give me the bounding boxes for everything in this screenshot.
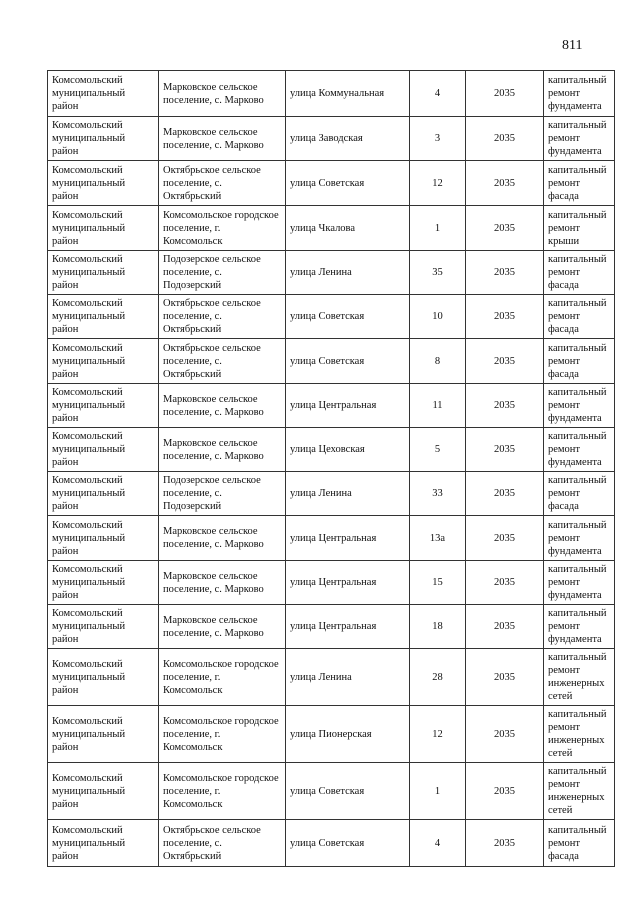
- year-cell: 2035: [466, 339, 544, 384]
- settlement-cell: Марковское сельское поселение, с. Марково: [159, 117, 286, 161]
- house-number-cell: 4: [410, 71, 466, 117]
- table-row: [48, 339, 615, 384]
- year-cell: 2035: [466, 117, 544, 161]
- district-cell: Комсомольский муниципальный район: [48, 161, 159, 206]
- house-number-cell: 12: [410, 161, 466, 206]
- year-cell: 2035: [466, 706, 544, 763]
- district-cell: Комсомольский муниципальный район: [48, 472, 159, 516]
- settlement-cell: Комсомольское городское поселение, г. Комсомольск: [159, 206, 286, 251]
- year-cell: 2035: [466, 820, 544, 867]
- table-row: [48, 820, 615, 867]
- table-row: [48, 251, 615, 295]
- work-type-cell: капитальный ремонт инженерных сетей: [544, 706, 615, 763]
- table-row: [48, 763, 615, 820]
- district-cell: Комсомольский муниципальный район: [48, 706, 159, 763]
- work-type-cell: капитальный ремонт фасада: [544, 161, 615, 206]
- year-cell: 2035: [466, 161, 544, 206]
- district-cell: Комсомольский муниципальный район: [48, 206, 159, 251]
- house-number-cell: 15: [410, 561, 466, 605]
- page-number: 811: [562, 38, 583, 53]
- house-number-cell: 12: [410, 706, 466, 763]
- district-cell: Комсомольский муниципальный район: [48, 605, 159, 649]
- table-row: [48, 295, 615, 339]
- table-row: [48, 561, 615, 605]
- table-row: [48, 428, 615, 472]
- year-cell: 2035: [466, 428, 544, 472]
- street-cell: улица Советская: [286, 339, 410, 384]
- district-cell: Комсомольский муниципальный район: [48, 295, 159, 339]
- street-cell: улица Пионерская: [286, 706, 410, 763]
- settlement-cell: Марковское сельское поселение, с. Марково: [159, 561, 286, 605]
- house-number-cell: 35: [410, 251, 466, 295]
- work-type-cell: капитальный ремонт фундамента: [544, 516, 615, 561]
- settlement-cell: Комсомольское городское поселение, г. Комсомольск: [159, 649, 286, 706]
- district-cell: Комсомольский муниципальный район: [48, 428, 159, 472]
- year-cell: 2035: [466, 71, 544, 117]
- settlement-cell: Октябрьское сельское поселение, с. Октябрьский: [159, 161, 286, 206]
- table-row: [48, 117, 615, 161]
- settlement-cell: Октябрьское сельское поселение, с. Октябрьский: [159, 339, 286, 384]
- district-cell: Комсомольский муниципальный район: [48, 561, 159, 605]
- housing-repair-table: [47, 70, 615, 867]
- street-cell: улица Заводская: [286, 117, 410, 161]
- house-number-cell: 5: [410, 428, 466, 472]
- district-cell: Комсомольский муниципальный район: [48, 71, 159, 117]
- settlement-cell: Марковское сельское поселение, с. Марково: [159, 384, 286, 428]
- settlement-cell: Комсомольское городское поселение, г. Комсомольск: [159, 706, 286, 763]
- table-row: [48, 384, 615, 428]
- settlement-cell: Марковское сельское поселение, с. Марково: [159, 605, 286, 649]
- year-cell: 2035: [466, 472, 544, 516]
- table-row: [48, 706, 615, 763]
- district-cell: Комсомольский муниципальный район: [48, 339, 159, 384]
- street-cell: улица Ленина: [286, 251, 410, 295]
- house-number-cell: 4: [410, 820, 466, 867]
- house-number-cell: 28: [410, 649, 466, 706]
- year-cell: 2035: [466, 561, 544, 605]
- settlement-cell: Комсомольское городское поселение, г. Комсомольск: [159, 763, 286, 820]
- district-cell: Комсомольский муниципальный район: [48, 251, 159, 295]
- year-cell: 2035: [466, 384, 544, 428]
- work-type-cell: капитальный ремонт фундамента: [544, 428, 615, 472]
- table-body: [48, 71, 615, 867]
- work-type-cell: капитальный ремонт фасада: [544, 251, 615, 295]
- street-cell: улица Ленина: [286, 649, 410, 706]
- house-number-cell: 1: [410, 206, 466, 251]
- district-cell: Комсомольский муниципальный район: [48, 516, 159, 561]
- settlement-cell: Марковское сельское поселение, с. Марково: [159, 71, 286, 117]
- settlement-cell: Марковское сельское поселение, с. Марково: [159, 428, 286, 472]
- work-type-cell: капитальный ремонт фундамента: [544, 605, 615, 649]
- work-type-cell: капитальный ремонт фундамента: [544, 117, 615, 161]
- house-number-cell: 3: [410, 117, 466, 161]
- work-type-cell: капитальный ремонт фундамента: [544, 384, 615, 428]
- street-cell: улица Советская: [286, 161, 410, 206]
- street-cell: улица Центральная: [286, 605, 410, 649]
- work-type-cell: капитальный ремонт фундамента: [544, 561, 615, 605]
- street-cell: улица Ленина: [286, 472, 410, 516]
- work-type-cell: капитальный ремонт фасада: [544, 472, 615, 516]
- district-cell: Комсомольский муниципальный район: [48, 649, 159, 706]
- street-cell: улица Цеховская: [286, 428, 410, 472]
- work-type-cell: капитальный ремонт инженерных сетей: [544, 649, 615, 706]
- street-cell: улица Коммунальная: [286, 71, 410, 117]
- table-row: [48, 206, 615, 251]
- year-cell: 2035: [466, 251, 544, 295]
- settlement-cell: Октябрьское сельское поселение, с. Октябрьский: [159, 295, 286, 339]
- work-type-cell: капитальный ремонт фасада: [544, 820, 615, 867]
- table-row: [48, 71, 615, 117]
- settlement-cell: Марковское сельское поселение, с. Марково: [159, 516, 286, 561]
- house-number-cell: 8: [410, 339, 466, 384]
- work-type-cell: капитальный ремонт фасада: [544, 339, 615, 384]
- street-cell: улица Чкалова: [286, 206, 410, 251]
- work-type-cell: капитальный ремонт инженерных сетей: [544, 763, 615, 820]
- work-type-cell: капитальный ремонт фасада: [544, 295, 615, 339]
- house-number-cell: 10: [410, 295, 466, 339]
- year-cell: 2035: [466, 206, 544, 251]
- street-cell: улица Советская: [286, 763, 410, 820]
- house-number-cell: 33: [410, 472, 466, 516]
- settlement-cell: Подозерское сельское поселение, с. Подозерский: [159, 472, 286, 516]
- settlement-cell: Октябрьское сельское поселение, с. Октябрьский: [159, 820, 286, 867]
- street-cell: улица Центральная: [286, 516, 410, 561]
- house-number-cell: 18: [410, 605, 466, 649]
- year-cell: 2035: [466, 649, 544, 706]
- street-cell: улица Советская: [286, 820, 410, 867]
- house-number-cell: 1: [410, 763, 466, 820]
- table-row: [48, 649, 615, 706]
- district-cell: Комсомольский муниципальный район: [48, 117, 159, 161]
- year-cell: 2035: [466, 605, 544, 649]
- district-cell: Комсомольский муниципальный район: [48, 820, 159, 867]
- year-cell: 2035: [466, 763, 544, 820]
- street-cell: улица Советская: [286, 295, 410, 339]
- year-cell: 2035: [466, 295, 544, 339]
- year-cell: 2035: [466, 516, 544, 561]
- table-row: [48, 161, 615, 206]
- street-cell: улица Центральная: [286, 561, 410, 605]
- table-row: [48, 516, 615, 561]
- table-row: [48, 472, 615, 516]
- district-cell: Комсомольский муниципальный район: [48, 384, 159, 428]
- house-number-cell: 13а: [410, 516, 466, 561]
- work-type-cell: капитальный ремонт крыши: [544, 206, 615, 251]
- work-type-cell: капитальный ремонт фундамента: [544, 71, 615, 117]
- street-cell: улица Центральная: [286, 384, 410, 428]
- settlement-cell: Подозерское сельское поселение, с. Подозерский: [159, 251, 286, 295]
- district-cell: Комсомольский муниципальный район: [48, 763, 159, 820]
- table-row: [48, 605, 615, 649]
- house-number-cell: 11: [410, 384, 466, 428]
